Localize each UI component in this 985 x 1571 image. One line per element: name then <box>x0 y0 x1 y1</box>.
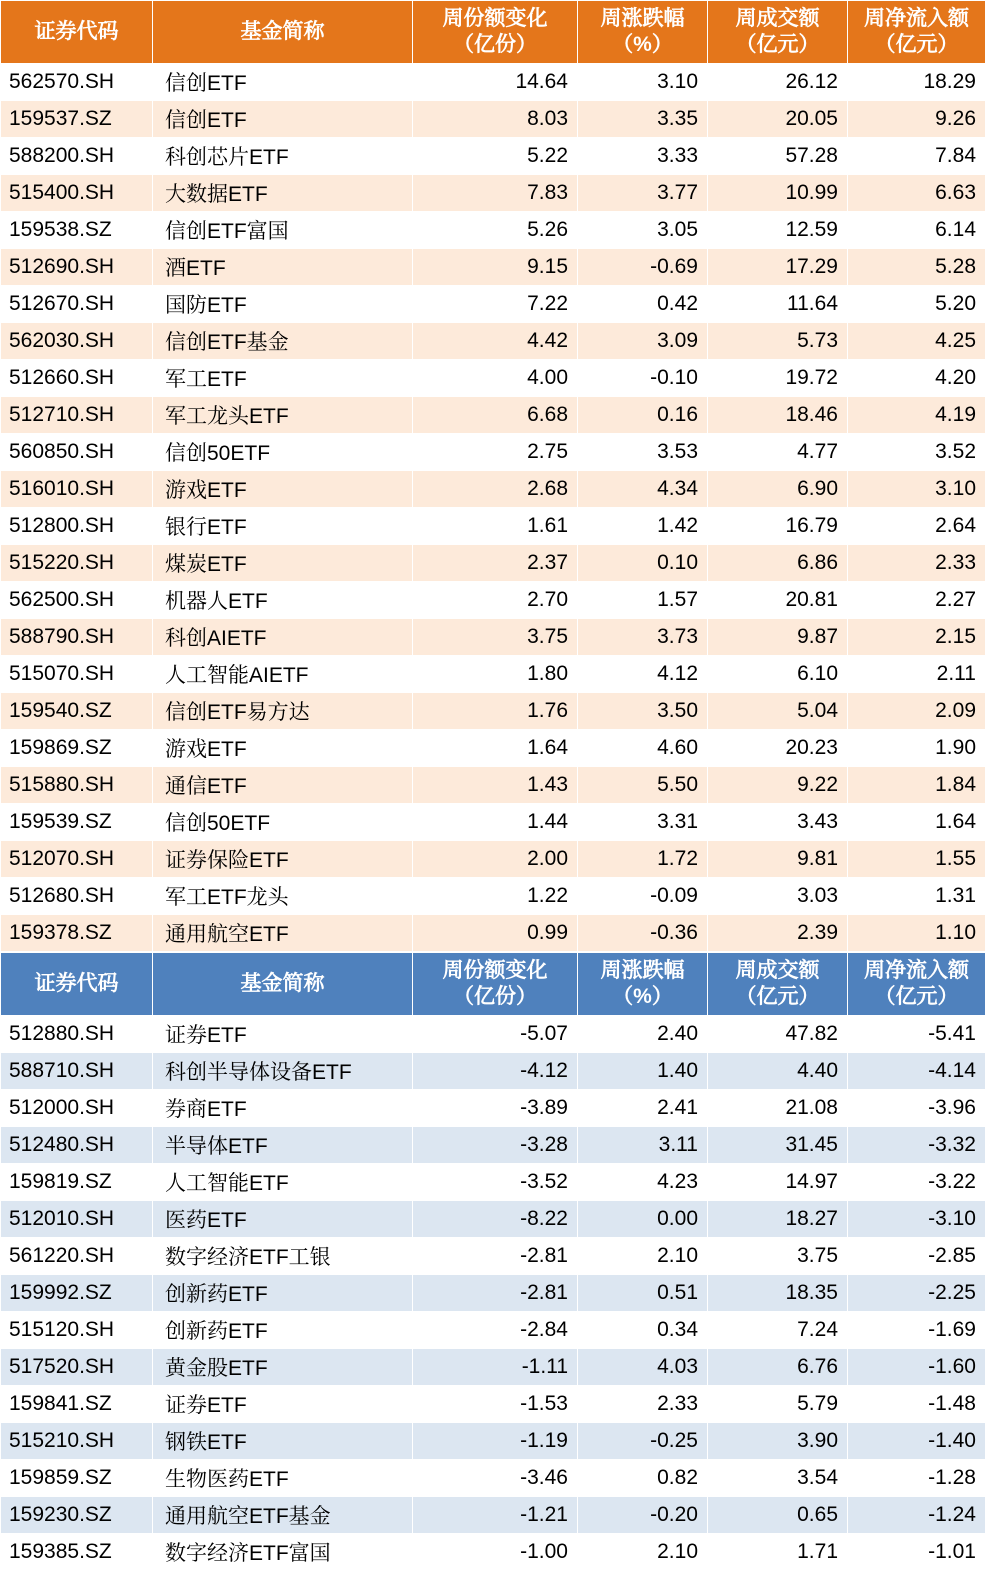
cell-code: 588790.SH <box>1 619 153 656</box>
table-row <box>1 1127 985 1164</box>
cell-code: 159539.SZ <box>1 804 153 841</box>
column-header-code <box>1 1 153 64</box>
cell-share-change: -8.22 <box>413 1201 578 1238</box>
cell-code: 515070.SH <box>1 656 153 693</box>
cell-turnover: 11.64 <box>708 286 848 323</box>
cell-code: 159385.SZ <box>1 1534 153 1571</box>
cell-weekly-return: 3.73 <box>578 619 708 656</box>
cell-turnover: 9.22 <box>708 767 848 804</box>
cell-net-inflow: -1.24 <box>848 1497 985 1534</box>
cell-code: 516010.SH <box>1 471 153 508</box>
cell-code: 159540.SZ <box>1 693 153 730</box>
cell-code: 159537.SZ <box>1 101 153 138</box>
cell-code: 588710.SH <box>1 1053 153 1090</box>
cell-name: 通用航空ETF基金 <box>153 1497 413 1534</box>
table-row <box>1 1053 985 1090</box>
cell-weekly-return: 1.40 <box>578 1053 708 1090</box>
cell-turnover: 9.81 <box>708 841 848 878</box>
cell-turnover: 26.12 <box>708 64 848 101</box>
cell-name: 游戏ETF <box>153 730 413 767</box>
cell-weekly-return: 0.42 <box>578 286 708 323</box>
cell-share-change: 2.75 <box>413 434 578 471</box>
cell-turnover: 4.40 <box>708 1053 848 1090</box>
cell-net-inflow: 18.29 <box>848 64 985 101</box>
cell-name: 信创50ETF <box>153 434 413 471</box>
cell-code: 562570.SH <box>1 64 153 101</box>
cell-weekly-return: -0.09 <box>578 878 708 915</box>
cell-weekly-return: 3.05 <box>578 212 708 249</box>
cell-turnover: 47.82 <box>708 1016 848 1053</box>
cell-net-inflow: 4.19 <box>848 397 985 434</box>
cell-code: 512660.SH <box>1 360 153 397</box>
cell-share-change: 2.68 <box>413 471 578 508</box>
cell-turnover: 19.72 <box>708 360 848 397</box>
cell-turnover: 6.90 <box>708 471 848 508</box>
cell-name: 信创ETF <box>153 101 413 138</box>
cell-net-inflow: 9.26 <box>848 101 985 138</box>
table-row <box>1 915 985 952</box>
cell-net-inflow: 1.90 <box>848 730 985 767</box>
column-header-net-inflow: 周净流入额 （亿元） <box>848 1 985 64</box>
cell-code: 159859.SZ <box>1 1460 153 1497</box>
cell-name: 科创半导体设备ETF <box>153 1053 413 1090</box>
cell-share-change: 1.43 <box>413 767 578 804</box>
cell-net-inflow: 2.11 <box>848 656 985 693</box>
table-row <box>1 1349 985 1386</box>
cell-name: 科创AIETF <box>153 619 413 656</box>
cell-share-change: 4.42 <box>413 323 578 360</box>
cell-weekly-return: 2.41 <box>578 1090 708 1127</box>
table-row <box>1 582 985 619</box>
cell-net-inflow: -1.48 <box>848 1386 985 1423</box>
cell-name: 通用航空ETF <box>153 915 413 952</box>
cell-net-inflow: 5.20 <box>848 286 985 323</box>
cell-turnover: 1.71 <box>708 1534 848 1571</box>
cell-net-inflow: -2.25 <box>848 1275 985 1312</box>
table-row <box>1 434 985 471</box>
cell-net-inflow: -3.22 <box>848 1164 985 1201</box>
cell-share-change: 7.83 <box>413 175 578 212</box>
table-row <box>1 730 985 767</box>
cell-net-inflow: 4.20 <box>848 360 985 397</box>
cell-name: 半导体ETF <box>153 1127 413 1164</box>
cell-net-inflow: -2.85 <box>848 1238 985 1275</box>
cell-net-inflow: 3.52 <box>848 434 985 471</box>
cell-weekly-return: 3.53 <box>578 434 708 471</box>
cell-weekly-return: -0.69 <box>578 249 708 286</box>
cell-weekly-return: 4.23 <box>578 1164 708 1201</box>
cell-code: 159230.SZ <box>1 1497 153 1534</box>
cell-weekly-return: 4.34 <box>578 471 708 508</box>
table-row <box>1 101 985 138</box>
cell-weekly-return: -0.36 <box>578 915 708 952</box>
cell-name: 信创ETF <box>153 64 413 101</box>
cell-net-inflow: 7.84 <box>848 138 985 175</box>
cell-code: 512710.SH <box>1 397 153 434</box>
cell-code: 517520.SH <box>1 1349 153 1386</box>
cell-net-inflow: 2.09 <box>848 693 985 730</box>
cell-weekly-return: 2.40 <box>578 1016 708 1053</box>
cell-weekly-return: 0.51 <box>578 1275 708 1312</box>
cell-turnover: 6.10 <box>708 656 848 693</box>
cell-code: 562500.SH <box>1 582 153 619</box>
cell-share-change: -2.84 <box>413 1312 578 1349</box>
cell-net-inflow: -3.96 <box>848 1090 985 1127</box>
cell-turnover: 3.03 <box>708 878 848 915</box>
cell-weekly-return: 3.10 <box>578 64 708 101</box>
cell-share-change: -1.19 <box>413 1423 578 1460</box>
table-row <box>1 619 985 656</box>
cell-name: 军工ETF <box>153 360 413 397</box>
column-header-turnover: 周成交额 （亿元） <box>708 953 848 1016</box>
net-outflow-table-body <box>1 1016 985 1571</box>
column-header-name: 基金简称 <box>153 953 413 1016</box>
cell-name: 证券ETF <box>153 1016 413 1053</box>
cell-turnover: 7.24 <box>708 1312 848 1349</box>
table-row <box>1 767 985 804</box>
table-row <box>1 1238 985 1275</box>
cell-weekly-return: 0.00 <box>578 1201 708 1238</box>
cell-weekly-return: 3.77 <box>578 175 708 212</box>
cell-turnover: 20.81 <box>708 582 848 619</box>
cell-turnover: 3.54 <box>708 1460 848 1497</box>
cell-turnover: 20.23 <box>708 730 848 767</box>
cell-turnover: 3.43 <box>708 804 848 841</box>
cell-net-inflow: -1.01 <box>848 1534 985 1571</box>
cell-weekly-return: 1.57 <box>578 582 708 619</box>
cell-weekly-return: 4.12 <box>578 656 708 693</box>
cell-share-change: 6.68 <box>413 397 578 434</box>
table-row <box>1 1534 985 1571</box>
cell-turnover: 14.97 <box>708 1164 848 1201</box>
cell-weekly-return: 4.03 <box>578 1349 708 1386</box>
cell-share-change: 1.76 <box>413 693 578 730</box>
cell-turnover: 20.05 <box>708 101 848 138</box>
cell-net-inflow: 2.64 <box>848 508 985 545</box>
cell-net-inflow: 2.15 <box>848 619 985 656</box>
cell-code: 512690.SH <box>1 249 153 286</box>
net-outflow-table <box>0 952 985 1571</box>
cell-code: 560850.SH <box>1 434 153 471</box>
cell-turnover: 3.90 <box>708 1423 848 1460</box>
cell-turnover: 10.99 <box>708 175 848 212</box>
cell-code: 561220.SH <box>1 1238 153 1275</box>
cell-name: 数字经济ETF工银 <box>153 1238 413 1275</box>
cell-share-change: 1.61 <box>413 508 578 545</box>
cell-name: 煤炭ETF <box>153 545 413 582</box>
cell-name: 黄金股ETF <box>153 1349 413 1386</box>
cell-name: 钢铁ETF <box>153 1423 413 1460</box>
cell-name: 游戏ETF <box>153 471 413 508</box>
cell-share-change: -2.81 <box>413 1238 578 1275</box>
cell-code: 512010.SH <box>1 1201 153 1238</box>
table-row <box>1 1090 985 1127</box>
cell-name: 信创ETF富国 <box>153 212 413 249</box>
cell-weekly-return: 3.35 <box>578 101 708 138</box>
cell-share-change: 4.00 <box>413 360 578 397</box>
cell-net-inflow: -1.40 <box>848 1423 985 1460</box>
cell-name: 数字经济ETF富国 <box>153 1534 413 1571</box>
cell-code: 159869.SZ <box>1 730 153 767</box>
column-header-weekly-return: 周涨跌幅 （%） <box>578 1 708 64</box>
cell-weekly-return: 5.50 <box>578 767 708 804</box>
cell-share-change: -5.07 <box>413 1016 578 1053</box>
table-row <box>1 64 985 101</box>
cell-turnover: 5.73 <box>708 323 848 360</box>
column-header-turnover: 周成交额 （亿元） <box>708 1 848 64</box>
column-header-weekly-return: 周涨跌幅 （%） <box>578 953 708 1016</box>
cell-net-inflow: 1.55 <box>848 841 985 878</box>
cell-share-change: 14.64 <box>413 64 578 101</box>
column-header-share-change: 周份额变化 （亿份） <box>413 1 578 64</box>
cell-name: 大数据ETF <box>153 175 413 212</box>
cell-weekly-return: 0.34 <box>578 1312 708 1349</box>
table-row <box>1 397 985 434</box>
cell-code: 512800.SH <box>1 508 153 545</box>
cell-share-change: 1.44 <box>413 804 578 841</box>
cell-turnover: 16.79 <box>708 508 848 545</box>
cell-name: 军工ETF龙头 <box>153 878 413 915</box>
table-row <box>1 804 985 841</box>
cell-turnover: 3.75 <box>708 1238 848 1275</box>
cell-net-inflow: 3.10 <box>848 471 985 508</box>
cell-code: 515220.SH <box>1 545 153 582</box>
cell-share-change: -3.89 <box>413 1090 578 1127</box>
cell-name: 国防ETF <box>153 286 413 323</box>
cell-net-inflow: -3.10 <box>848 1201 985 1238</box>
cell-net-inflow: 1.64 <box>848 804 985 841</box>
table-row <box>1 1460 985 1497</box>
cell-net-inflow: 6.63 <box>848 175 985 212</box>
cell-turnover: 5.79 <box>708 1386 848 1423</box>
table-row <box>1 1497 985 1534</box>
cell-name: 证券ETF <box>153 1386 413 1423</box>
cell-share-change: -2.81 <box>413 1275 578 1312</box>
cell-turnover: 18.35 <box>708 1275 848 1312</box>
cell-share-change: 1.64 <box>413 730 578 767</box>
cell-net-inflow: 1.31 <box>848 878 985 915</box>
table-row <box>1 138 985 175</box>
cell-net-inflow: -3.32 <box>848 1127 985 1164</box>
cell-code: 515400.SH <box>1 175 153 212</box>
table-row <box>1 693 985 730</box>
cell-share-change: 0.99 <box>413 915 578 952</box>
cell-name: 军工龙头ETF <box>153 397 413 434</box>
cell-weekly-return: 0.10 <box>578 545 708 582</box>
cell-share-change: 1.80 <box>413 656 578 693</box>
table-row <box>1 545 985 582</box>
cell-code: 512880.SH <box>1 1016 153 1053</box>
cell-share-change: 2.37 <box>413 545 578 582</box>
cell-name: 信创50ETF <box>153 804 413 841</box>
cell-code: 512070.SH <box>1 841 153 878</box>
cell-code: 159841.SZ <box>1 1386 153 1423</box>
cell-share-change: 5.26 <box>413 212 578 249</box>
cell-code: 512680.SH <box>1 878 153 915</box>
cell-name: 通信ETF <box>153 767 413 804</box>
cell-turnover: 21.08 <box>708 1090 848 1127</box>
cell-weekly-return: 3.50 <box>578 693 708 730</box>
cell-weekly-return: 2.10 <box>578 1238 708 1275</box>
cell-code: 159819.SZ <box>1 1164 153 1201</box>
table-row <box>1 360 985 397</box>
cell-net-inflow: -1.60 <box>848 1349 985 1386</box>
cell-share-change: 3.75 <box>413 619 578 656</box>
header-row <box>1 1 985 64</box>
cell-turnover: 2.39 <box>708 915 848 952</box>
net-inflow-table-header <box>1 1 985 64</box>
cell-net-inflow: -4.14 <box>848 1053 985 1090</box>
cell-name: 医药ETF <box>153 1201 413 1238</box>
cell-turnover: 12.59 <box>708 212 848 249</box>
cell-turnover: 0.65 <box>708 1497 848 1534</box>
cell-weekly-return: 0.82 <box>578 1460 708 1497</box>
table-row <box>1 1275 985 1312</box>
column-header-name <box>153 1 413 64</box>
table-row <box>1 1164 985 1201</box>
cell-name: 人工智能ETF <box>153 1164 413 1201</box>
cell-name: 信创ETF基金 <box>153 323 413 360</box>
table-row <box>1 286 985 323</box>
cell-net-inflow: -1.69 <box>848 1312 985 1349</box>
table-row <box>1 1312 985 1349</box>
cell-net-inflow: 2.27 <box>848 582 985 619</box>
table-row <box>1 878 985 915</box>
table-row <box>1 212 985 249</box>
cell-turnover: 57.28 <box>708 138 848 175</box>
cell-weekly-return: 1.42 <box>578 508 708 545</box>
header-row <box>1 953 985 1016</box>
cell-name: 酒ETF <box>153 249 413 286</box>
cell-share-change: -1.21 <box>413 1497 578 1534</box>
cell-name: 银行ETF <box>153 508 413 545</box>
cell-weekly-return: -0.10 <box>578 360 708 397</box>
cell-net-inflow: 4.25 <box>848 323 985 360</box>
cell-share-change: -1.00 <box>413 1534 578 1571</box>
cell-weekly-return: 0.16 <box>578 397 708 434</box>
table-row <box>1 1016 985 1053</box>
cell-weekly-return: 3.11 <box>578 1127 708 1164</box>
cell-weekly-return: -0.20 <box>578 1497 708 1534</box>
cell-turnover: 6.76 <box>708 1349 848 1386</box>
cell-name: 信创ETF易方达 <box>153 693 413 730</box>
cell-share-change: -3.52 <box>413 1164 578 1201</box>
table-row <box>1 323 985 360</box>
cell-weekly-return: 3.31 <box>578 804 708 841</box>
table-row <box>1 1423 985 1460</box>
cell-name: 创新药ETF <box>153 1275 413 1312</box>
cell-turnover: 4.77 <box>708 434 848 471</box>
cell-code: 515210.SH <box>1 1423 153 1460</box>
cell-share-change: 9.15 <box>413 249 578 286</box>
cell-share-change: 8.03 <box>413 101 578 138</box>
cell-share-change: -3.28 <box>413 1127 578 1164</box>
table-row <box>1 249 985 286</box>
cell-turnover: 31.45 <box>708 1127 848 1164</box>
net-outflow-table-header <box>1 953 985 1016</box>
cell-code: 159378.SZ <box>1 915 153 952</box>
cell-share-change: -1.11 <box>413 1349 578 1386</box>
cell-share-change: 1.22 <box>413 878 578 915</box>
cell-weekly-return: -0.25 <box>578 1423 708 1460</box>
cell-share-change: -4.12 <box>413 1053 578 1090</box>
cell-code: 515120.SH <box>1 1312 153 1349</box>
table-row <box>1 656 985 693</box>
cell-name: 科创芯片ETF <box>153 138 413 175</box>
cell-turnover: 6.86 <box>708 545 848 582</box>
cell-weekly-return: 3.33 <box>578 138 708 175</box>
cell-share-change: 2.70 <box>413 582 578 619</box>
cell-name: 券商ETF <box>153 1090 413 1127</box>
cell-name: 机器人ETF <box>153 582 413 619</box>
cell-net-inflow: 1.84 <box>848 767 985 804</box>
cell-weekly-return: 4.60 <box>578 730 708 767</box>
cell-share-change: 2.00 <box>413 841 578 878</box>
cell-share-change: 5.22 <box>413 138 578 175</box>
cell-share-change: -1.53 <box>413 1386 578 1423</box>
cell-net-inflow: 6.14 <box>848 212 985 249</box>
table-row <box>1 1201 985 1238</box>
cell-turnover: 18.46 <box>708 397 848 434</box>
cell-turnover: 9.87 <box>708 619 848 656</box>
cell-net-inflow: 2.33 <box>848 545 985 582</box>
cell-code: 515880.SH <box>1 767 153 804</box>
table-row <box>1 175 985 212</box>
table-row <box>1 1386 985 1423</box>
cell-code: 512000.SH <box>1 1090 153 1127</box>
column-header-name-label: 基金简称 <box>241 20 325 43</box>
cell-name: 创新药ETF <box>153 1312 413 1349</box>
cell-turnover: 18.27 <box>708 1201 848 1238</box>
cell-net-inflow: 1.10 <box>848 915 985 952</box>
cell-weekly-return: 1.72 <box>578 841 708 878</box>
column-header-code: 证券代码 <box>1 953 153 1016</box>
cell-code: 159992.SZ <box>1 1275 153 1312</box>
cell-turnover: 5.04 <box>708 693 848 730</box>
cell-code: 512670.SH <box>1 286 153 323</box>
cell-weekly-return: 3.09 <box>578 323 708 360</box>
cell-share-change: -3.46 <box>413 1460 578 1497</box>
net-inflow-table-body <box>1 64 985 952</box>
table-row <box>1 841 985 878</box>
cell-name: 生物医药ETF <box>153 1460 413 1497</box>
cell-turnover: 17.29 <box>708 249 848 286</box>
cell-code: 588200.SH <box>1 138 153 175</box>
cell-code: 562030.SH <box>1 323 153 360</box>
cell-net-inflow: 5.28 <box>848 249 985 286</box>
cell-code: 159538.SZ <box>1 212 153 249</box>
cell-name: 证券保险ETF <box>153 841 413 878</box>
column-header-share-change: 周份额变化 （亿份） <box>413 953 578 1016</box>
cell-weekly-return: 2.10 <box>578 1534 708 1571</box>
cell-code: 512480.SH <box>1 1127 153 1164</box>
column-header-net-inflow: 周净流入额 （亿元） <box>848 953 985 1016</box>
table-row <box>1 508 985 545</box>
cell-name: 人工智能AIETF <box>153 656 413 693</box>
cell-share-change: 7.22 <box>413 286 578 323</box>
table-row <box>1 471 985 508</box>
cell-net-inflow: -1.28 <box>848 1460 985 1497</box>
cell-net-inflow: -5.41 <box>848 1016 985 1053</box>
cell-weekly-return: 2.33 <box>578 1386 708 1423</box>
column-header-code-label: 证券代码 <box>35 20 119 43</box>
